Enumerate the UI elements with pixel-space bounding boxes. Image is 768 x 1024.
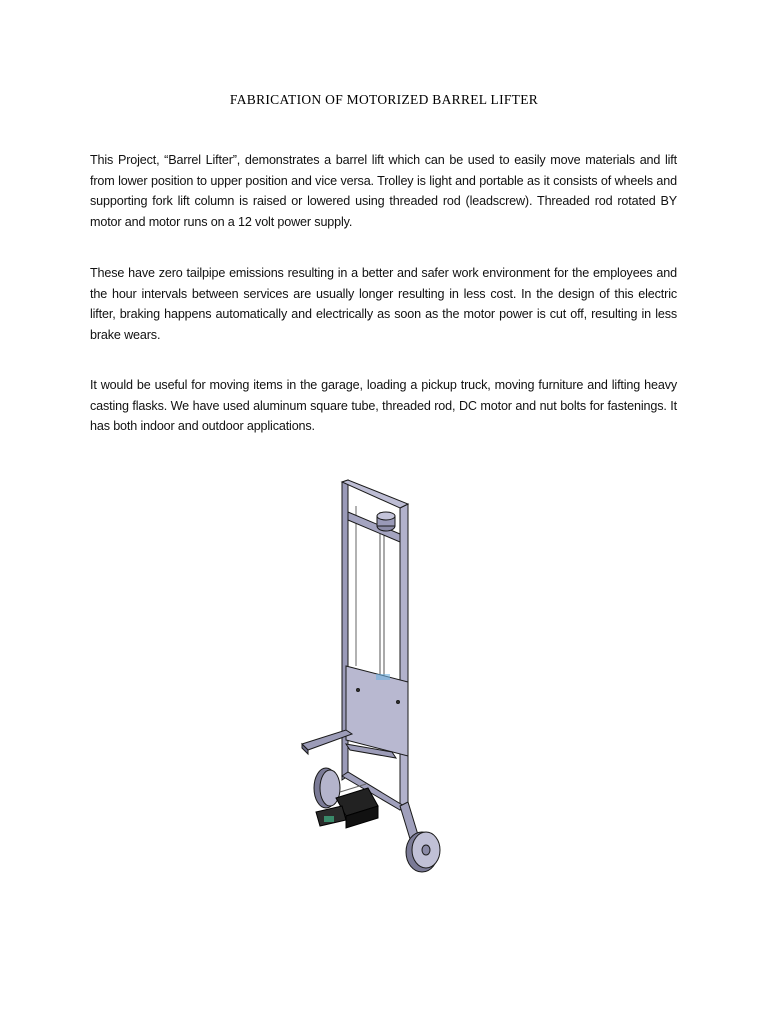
paragraph-intro: This Project, “Barrel Lifter”, demonstrates a barrel lift which can be used to easily move materials and lift from lower position to upper position and vice versa. Trolley is light and portable as it consists of wheels and supporting fork lift column is raised or lowered using threaded rod (leadscrew). Threaded rod rotated BY motor and motor runs on a 12 volt power supply. [90,153,677,229]
left-wheel [314,768,340,808]
paragraph-benefits: These have zero tailpipe emissions resulting in a better and safer work environment for the employees and the hour intervals between services are usually longer resulting in less cost. In the design of this electric lifter, braking happens automatically and electrically as soon as the motor power is cut off, resulting in less brake wears. [90,266,677,342]
right-wheel [406,832,440,872]
document-title: FABRICATION OF MOTORIZED BARREL LIFTER [229,92,539,107]
barrel-lifter-figure [296,476,456,880]
paragraph-applications: It would be useful for moving items in the garage, loading a pickup truck, moving furniture and lifting heavy casting flasks. We have used aluminum square tube, threaded rod, DC motor and nut bolts for fastenings. It has both indoor and outdoor applications. [90,378,677,434]
